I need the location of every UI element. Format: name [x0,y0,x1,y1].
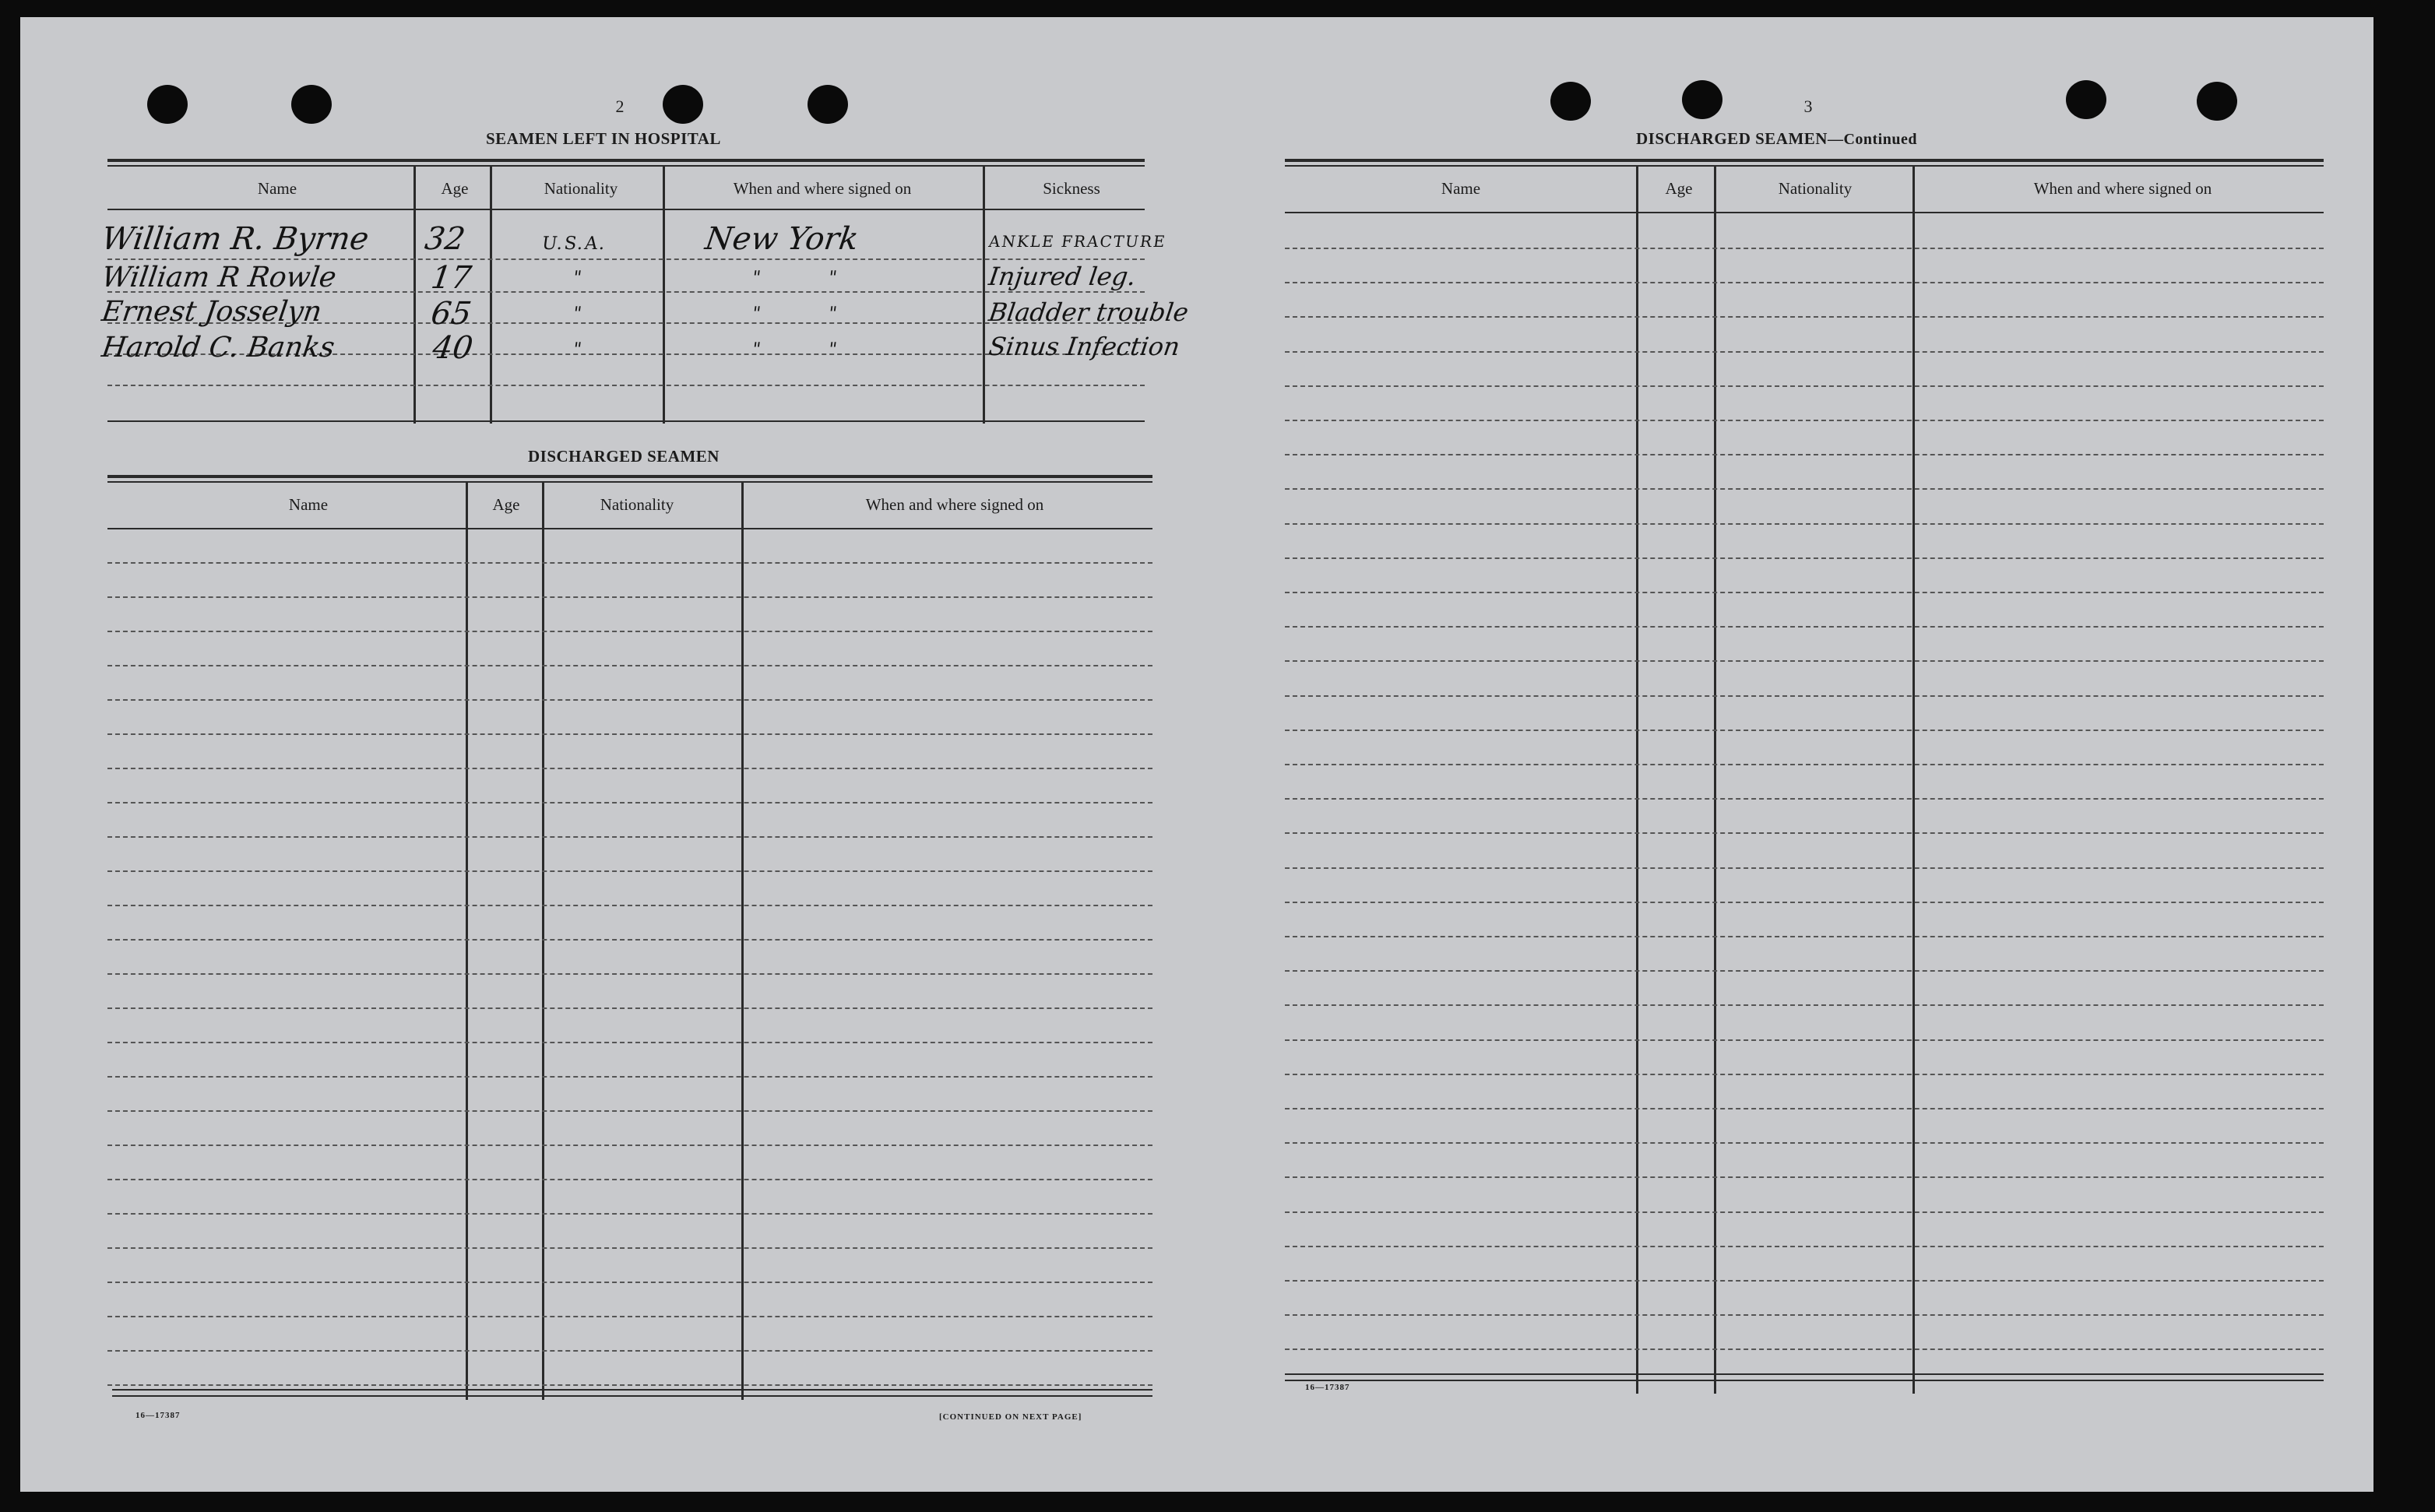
row-line [1285,798,2324,800]
row-line [107,733,1152,735]
cell-sickness: Bladder trouble [987,297,1191,327]
row-line [1285,385,2324,387]
cell-signed-on: " " [751,339,870,360]
discharged-continued-title [1636,129,1917,149]
row-line [1285,282,2324,283]
row-line [107,1145,1152,1146]
cell-age: 65 [428,296,474,332]
title-main: DISCHARGED SEAMEN [1636,129,1828,148]
row-line [1285,1246,2324,1247]
row-line [107,870,1152,872]
row-line [107,1007,1152,1009]
column-header-age: Age [441,179,469,198]
cell-name: Harold C. Banks [100,332,337,364]
table-rule [107,159,1145,162]
table-rule [1285,1380,2324,1381]
column-header-name: Name [288,495,329,514]
column-divider [741,481,744,1400]
row-line [107,699,1152,701]
row-line [107,768,1152,769]
row-line [1285,695,2324,697]
binder-hole [147,85,188,124]
row-line [1285,1348,2324,1350]
binder-hole [2066,80,2106,119]
cell-name: William R Rowle [100,262,339,294]
binder-hole [663,85,703,124]
page-number: 3 [1803,97,1813,116]
table-rule [107,528,1152,529]
row-line [1285,248,2324,249]
row-line [1285,1074,2324,1075]
row-line [107,258,1145,260]
column-header-signed-on: When and where signed on [733,179,912,198]
cell-nationality: U.S.A. [540,234,608,254]
row-line [107,1282,1152,1283]
form-number: 16—17387 [135,1411,181,1420]
row-line [1285,764,2324,765]
binder-hole [2197,82,2237,121]
row-line [1285,660,2324,662]
row-line [1285,1142,2324,1144]
column-divider [1636,165,1638,1394]
page-number: 2 [615,97,625,116]
cell-signed-on: New York [702,221,861,257]
cell-age: 32 [422,221,468,257]
row-line [1285,867,2324,869]
continued-note: [CONTINUED ON NEXT PAGE] [939,1412,1082,1422]
row-line [107,1384,1152,1386]
row-line [1285,420,2324,421]
cell-sickness: ANKLE FRACTURE [987,232,1168,251]
column-divider [1912,165,1915,1394]
table-rule [112,1389,1152,1391]
row-line [107,905,1152,906]
row-line [1285,1314,2324,1316]
cell-nationality: " [572,339,585,360]
table-rule [1285,165,2324,167]
row-line [107,973,1152,975]
row-line [1285,832,2324,834]
row-line [107,1247,1152,1249]
row-line [107,665,1152,666]
manifest-sheet [20,17,2373,1492]
binder-hole [1550,82,1591,121]
row-line [1285,970,2324,972]
column-header-age: Age [1665,179,1693,198]
column-header-age: Age [492,495,520,514]
row-line [107,1316,1152,1317]
table-rule [107,165,1145,167]
column-divider [542,481,544,1400]
row-line [107,1110,1152,1112]
table-rule [1285,212,2324,213]
cell-signed-on: " " [751,268,870,288]
column-header-sickness: Sickness [1043,179,1100,198]
row-line [1285,557,2324,559]
cell-nationality: " [572,304,585,324]
table-rule [107,481,1152,483]
row-line [107,562,1152,564]
cell-age: 17 [428,260,474,296]
row-line [107,836,1152,838]
row-line [1285,523,2324,525]
row-line [107,631,1152,632]
title-continued: —Continued [1827,131,1917,148]
row-line [1285,488,2324,490]
row-line [1285,1039,2324,1041]
row-line [1285,730,2324,731]
table-row [100,221,371,257]
table-rule [1285,1373,2324,1375]
hospital-section-title: SEAMEN LEFT IN HOSPITAL [486,129,721,148]
cell-nationality: " [572,268,585,288]
row-line [1285,1004,2324,1006]
column-header-nationality: Nationality [1778,179,1853,198]
row-line [1285,1211,2324,1213]
row-line [1285,351,2324,353]
row-line [1285,902,2324,903]
row-line [1285,626,2324,628]
row-line [1285,1108,2324,1109]
row-line [1285,1176,2324,1178]
row-line [107,1076,1152,1078]
row-line [1285,1280,2324,1282]
row-line [1285,316,2324,318]
row-line [107,939,1152,941]
cell-name: Ernest Josselyn [100,296,324,328]
table-rule [1285,159,2324,162]
binder-hole [291,85,332,124]
column-header-name: Name [1441,179,1481,198]
row-line [107,802,1152,803]
cell-age: 40 [430,330,476,366]
row-line [1285,936,2324,937]
row-line [107,596,1152,598]
row-line [107,1350,1152,1352]
form-number: 16—17387 [1305,1383,1350,1392]
table-rule [107,475,1152,478]
column-header-name: Name [257,179,297,198]
column-header-signed-on: When and where signed on [865,495,1044,514]
cell-sickness: Sinus Infection [987,332,1182,361]
binder-hole [1682,80,1722,119]
cell-signed-on: " " [751,304,870,324]
row-line [107,1179,1152,1180]
column-header-nationality: Nationality [544,179,618,198]
row-line [107,385,1145,386]
table-rule [112,1395,1152,1397]
binder-hole [808,85,848,124]
cell-sickness: Injured leg. [987,262,1138,291]
column-divider [1714,165,1716,1394]
row-line [1285,454,2324,455]
column-header-signed-on: When and where signed on [2033,179,2212,198]
cell-name: William R. Byrne [99,221,371,257]
table-rule [107,420,1145,422]
row-line [1285,592,2324,593]
table-rule [107,209,1145,210]
row-line [107,1213,1152,1215]
row-line [107,1042,1152,1043]
column-divider [466,481,468,1400]
column-header-nationality: Nationality [600,495,674,514]
discharged-section-title: DISCHARGED SEAMEN [528,447,720,466]
